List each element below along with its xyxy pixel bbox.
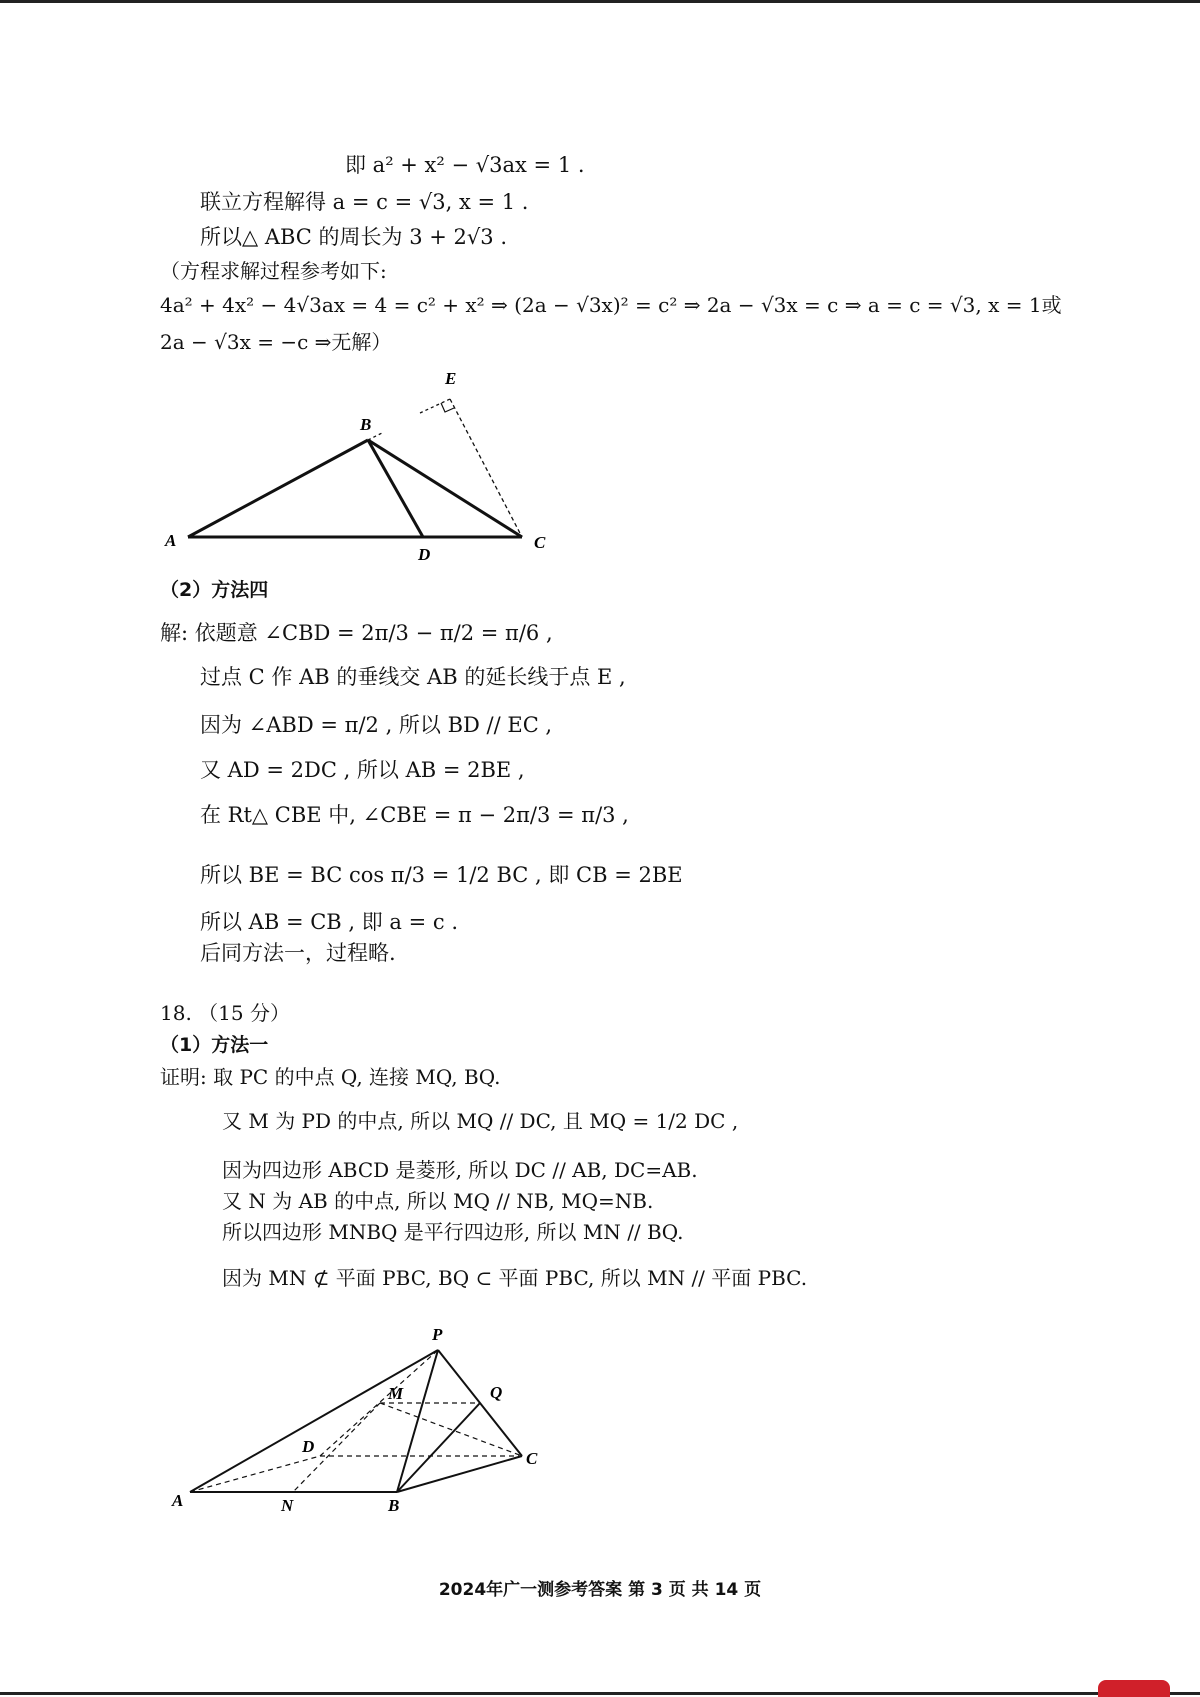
text-line: 证明: 取 PC 的中点 Q, 连接 MQ, BQ.: [160, 1065, 501, 1089]
point-label-C: C: [526, 1449, 538, 1468]
text-line: 又 N 为 AB 的中点, 所以 MQ // NB, MQ=NB.: [222, 1189, 654, 1213]
text-line: 联立方程解得 a = c = √3, x = 1 .: [200, 190, 529, 214]
text-line: 即 a² + x² − √3ax = 1 .: [345, 153, 585, 177]
pyramid-figure: [150, 1320, 750, 1560]
text-line: 因为四边形 ABCD 是菱形, 所以 DC // AB, DC=AB.: [222, 1158, 698, 1182]
text-line: 后同方法一，过程略.: [200, 941, 396, 965]
text-line: （方程求解过程参考如下:: [160, 259, 387, 283]
point-label-P: P: [432, 1325, 443, 1344]
point-label-B: B: [388, 1496, 400, 1515]
triangle-figure: [150, 360, 750, 560]
text-line: 所以 BE = BC cos π/3 = 1/2 BC , 即 CB = 2BE: [200, 863, 683, 887]
text-line: 所以 AB = CB , 即 a = c .: [200, 910, 458, 934]
top-border: [0, 0, 1200, 3]
text-line: 又 AD = 2DC , 所以 AB = 2BE ,: [200, 758, 525, 782]
point-label-M: M: [388, 1384, 404, 1403]
point-label-Q: Q: [490, 1383, 503, 1402]
bottom-border: [0, 1692, 1200, 1695]
point-label-E: E: [445, 369, 457, 388]
point-label-C: C: [534, 533, 546, 552]
text-line: 所以△ ABC 的周长为 3 + 2√3 .: [200, 225, 507, 249]
question-number: 18. （15 分）: [160, 1001, 290, 1025]
text-line: 过点 C 作 AB 的垂线交 AB 的延长线于点 E ,: [200, 665, 626, 689]
text-line: 在 Rt△ CBE 中, ∠CBE = π − 2π/3 = π/3 ,: [200, 803, 629, 827]
section-heading: （2）方法四: [160, 579, 269, 601]
point-label-B: B: [360, 415, 372, 434]
text-line: 4a² + 4x² − 4√3ax = 4 = c² + x² ⇒ (2a − √3x)² = c² ⇒ 2a − √3x = c ⇒ a = c = √3, x = 1或: [160, 293, 1062, 317]
corner-logo: [1098, 1680, 1170, 1697]
point-label-N: N: [281, 1496, 294, 1515]
page-footer: 2024年广一测参考答案 第 3 页 共 14 页: [438, 1580, 762, 1600]
point-label-A: A: [172, 1491, 184, 1510]
text-line: 又 M 为 PD 的中点, 所以 MQ // DC, 且 MQ = 1/2 DC ,: [222, 1109, 739, 1133]
text-line: 因为 MN ⊄ 平面 PBC, BQ ⊂ 平面 PBC, 所以 MN // 平面 PBC.: [222, 1266, 808, 1290]
text-line: 2a − √3x = −c ⇒无解）: [160, 330, 392, 354]
text-line: 所以四边形 MNBQ 是平行四边形, 所以 MN // BQ.: [222, 1220, 684, 1244]
text-line: 因为 ∠ABD = π/2 , 所以 BD // EC ,: [200, 713, 553, 737]
point-label-A: A: [165, 531, 177, 550]
point-label-D: D: [302, 1437, 315, 1456]
point-label-D: D: [418, 545, 431, 560]
text-line: 解: 依题意 ∠CBD = 2π/3 − π/2 = π/6 ,: [160, 621, 553, 645]
section-heading: （1）方法一: [160, 1034, 269, 1056]
